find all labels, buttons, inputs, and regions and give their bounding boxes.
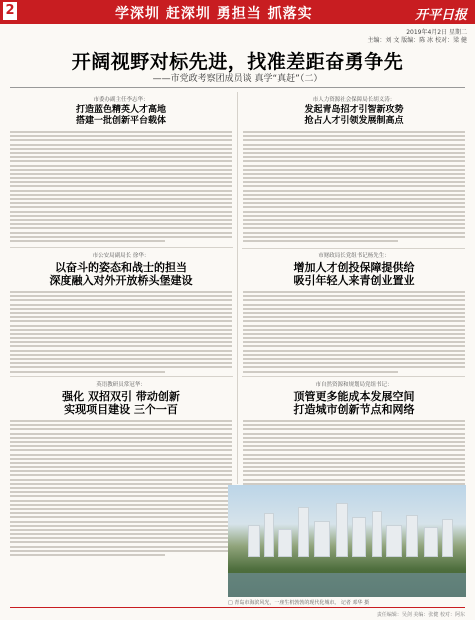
article-body: [243, 131, 465, 242]
article-kicker: 市人力资源社会保障局长胡义涛：: [312, 97, 396, 103]
article-body: [243, 420, 465, 493]
editor-credits: 主编：刘 文 版编：陈 冰 校对：梁 健: [367, 37, 467, 44]
article-kicker: 市财政局长党组书记杨先生：: [318, 253, 390, 259]
article-body: [10, 131, 232, 242]
section-divider: [242, 376, 465, 377]
article-title: 增加人才创投保障提供给 吸引年轻人来青创业置业: [293, 261, 415, 287]
article-3: [10, 251, 232, 375]
footer-credits: 责任编辑：吴剑 美编：张健 校对：阿东: [376, 612, 465, 618]
headline-rule: [10, 87, 465, 88]
page-number: 2: [3, 2, 17, 20]
section-divider: [10, 376, 233, 377]
article-title: 强化 双招双引 带动创新 实现项目建设 三个一百: [62, 390, 180, 416]
article-kicker: 市自然资源和规划局党组书记：: [315, 382, 393, 388]
article-body: [10, 420, 232, 556]
article-body: [10, 291, 232, 373]
column-divider: [237, 92, 238, 484]
article-title: 以奋斗的姿态和战士的担当 深度融入对外开放桥头堡建设: [49, 261, 193, 287]
article-body: [243, 291, 465, 373]
article-2: [243, 95, 465, 244]
article-5: [10, 380, 232, 558]
article-title: 发起青岛招才引智新攻势 抢占人才引领发展制高点: [304, 105, 404, 126]
main-headline: 开阔视野对标先进，找准差距奋勇争先: [71, 51, 404, 73]
subheadline: ——市党政考察团成员谈 真学“真赶”（二）: [152, 74, 323, 84]
article-kicker: 市委办副主任李志华：: [93, 97, 149, 103]
city-skyline-photo: [228, 485, 466, 597]
newspaper-logo: 开平日报: [414, 8, 467, 23]
article-title: 打造蓝色精英人才高地 搭建一批创新平台载体: [75, 105, 166, 126]
article-6: [243, 380, 465, 495]
section-divider: [242, 248, 465, 249]
article-4: [243, 251, 465, 375]
section-divider: [10, 247, 233, 248]
article-kicker: 市公安局副局长 徐华：: [92, 253, 150, 259]
footer-rule: [10, 607, 465, 608]
photo-caption: □ 青岛市海滨风光，一座生机勃勃的现代化城市。 记者 邓华 摄: [228, 600, 370, 606]
dateline: 2019年4月2日 星期二: [406, 29, 467, 36]
article-kicker: 英语教研员常冠华：: [96, 382, 146, 388]
article-title: 顶管更多能成本发展空间 打造城市创新节点和网络: [293, 390, 415, 416]
top-banner: [0, 0, 475, 24]
banner-slogan: 学深圳 赶深圳 勇担当 抓落实: [115, 6, 313, 22]
article-1: [10, 95, 232, 244]
